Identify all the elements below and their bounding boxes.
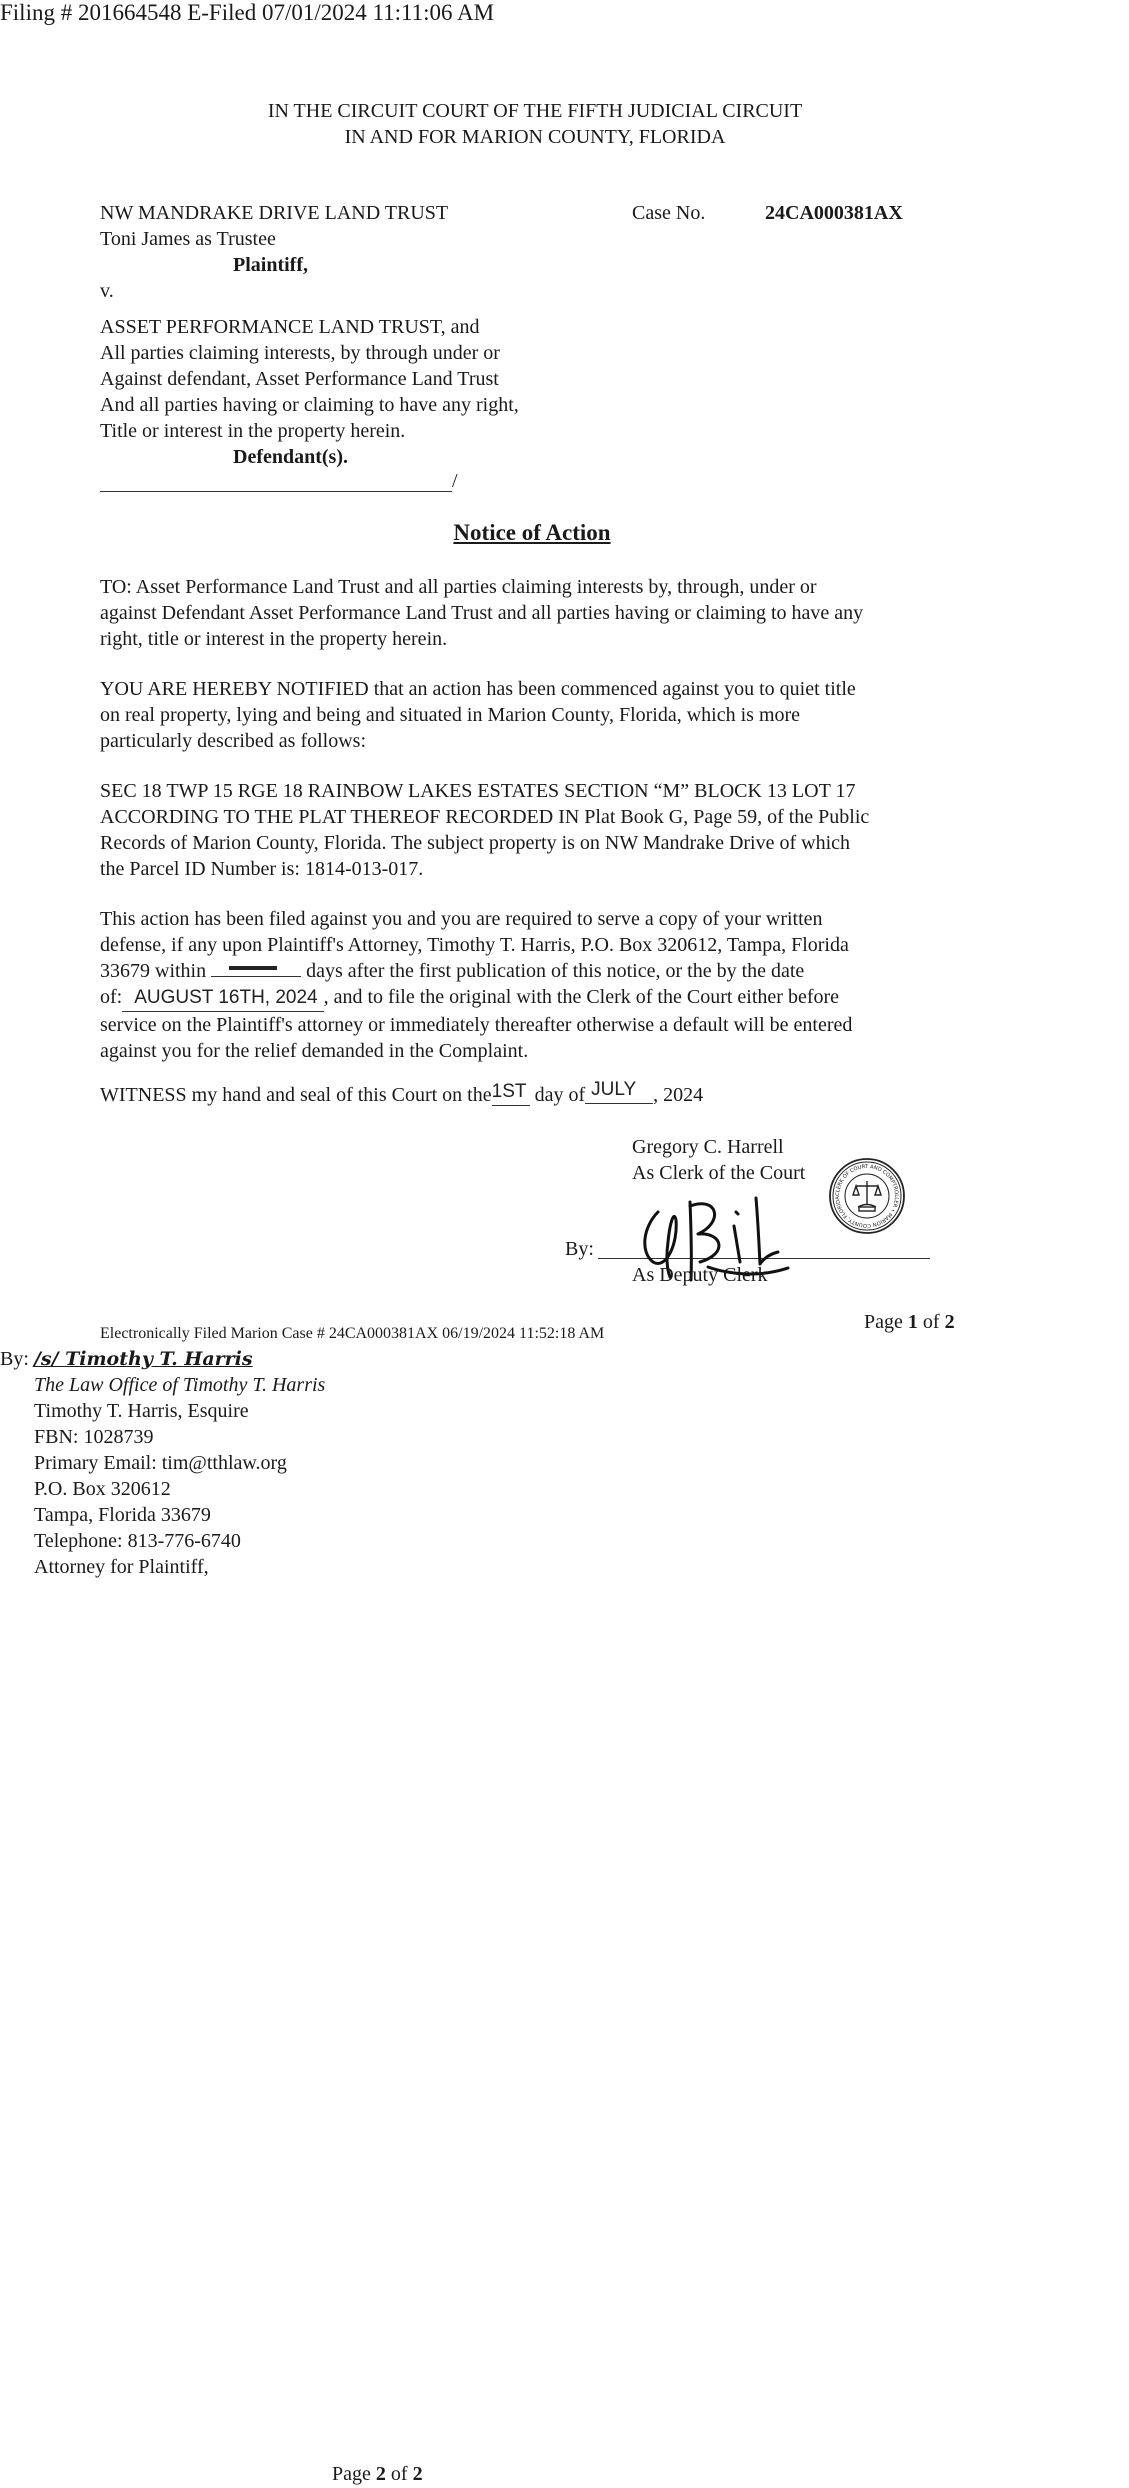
attorney-fbn: FBN: 1028739 — [34, 1426, 154, 1448]
clerk-name: Gregory C. Harrell — [632, 1136, 784, 1158]
court-line-2: IN AND FOR MARION COUNTY, FLORIDA — [344, 126, 726, 148]
witness-line — [100, 1079, 704, 1110]
page-1-number — [864, 1310, 955, 1334]
court-seal — [828, 1157, 906, 1235]
notified-line: particularly described as follows: — [100, 730, 367, 752]
defendant-block — [100, 314, 980, 444]
attorney-signature: /s/ Timothy T. Harris — [33, 1348, 253, 1370]
defendant-line: Against defendant, Asset Performance Land Trust — [100, 368, 499, 390]
legal-line: the Parcel ID Number is: 1814-013-017. — [100, 858, 424, 880]
witness-day-field — [492, 1078, 530, 1106]
defendant-line: Title or interest in the property herein. — [100, 420, 406, 442]
defendant-line: And all parties having or claiming to have any right, — [100, 394, 519, 416]
page-prefix: Page — [864, 1311, 908, 1333]
attorney-po-box: P.O. Box 320612 — [34, 1478, 171, 1500]
page-of: of — [917, 1311, 945, 1333]
to-line: against Defendant Asset Performance Land Trust and all parties having or claiming to have any — [100, 602, 864, 624]
witness-text-b: day of — [534, 1084, 586, 1106]
action-line — [100, 958, 980, 984]
attorney-name: Timothy T. Harris, Esquire — [34, 1400, 249, 1422]
to-line: TO: Asset Performance Land Trust and all parties claiming interests by, through, under or — [100, 576, 817, 598]
attorney-email: Primary Email: tim@tthlaw.org — [34, 1452, 287, 1474]
attorney-signature-line — [0, 1346, 253, 1372]
court-line-1: IN THE CIRCUIT COURT OF THE FIFTH JUDICIAL CIRCUIT — [267, 100, 803, 122]
plaintiff-name: NW MANDRAKE DRIVE LAND TRUST — [100, 202, 449, 224]
seal-ring-text: CLERK OF COURT AND COMPTROLLER • MARION COUNTY, FLORIDA — [834, 1163, 900, 1229]
defendant-line: All parties claiming interests, by through under or — [100, 342, 500, 364]
witness-day: 1ST — [491, 1081, 527, 1102]
action-line: service on the Plaintiff's attorney or immediately thereafter otherwise a default will be entered — [100, 1014, 853, 1036]
action-line: against you for the relief demanded in the Complaint. — [100, 1040, 529, 1062]
case-no-value: 24CA000381AX — [765, 202, 903, 224]
clerk-title: As Clerk of the Court — [632, 1162, 806, 1184]
legal-line: SEC 18 TWP 15 RGE 18 RAINBOW LAKES ESTATES SECTION “M” BLOCK 13 LOT 17 — [100, 780, 856, 802]
scales-icon — [853, 1181, 881, 1211]
attorney-by-prefix: By: — [0, 1348, 34, 1370]
legal-line: ACCORDING TO THE PLAT THEREOF RECORDED IN Plat Book G, Page 59, of the Public — [100, 806, 870, 828]
page-current: 2 — [375, 2463, 386, 2485]
action-line-3b: days after the first publication of this notice, or the by the date — [306, 960, 805, 982]
attorney-block — [34, 1372, 325, 1580]
notified-line: on real property, lying and being and situated in Marion County, Florida, which is more — [100, 704, 801, 726]
attorney-role: Attorney for Plaintiff, — [34, 1556, 209, 1578]
notified-line: YOU ARE HEREBY NOTIFIED that an action has been commenced against you to quiet title — [100, 678, 856, 700]
witness-text-c: , 2024 — [653, 1084, 704, 1106]
legal-description — [100, 778, 980, 882]
efiled-footer: Electronically Filed Marion Case # 24CA000381AX 06/19/2024 11:52:18 AM — [100, 1325, 605, 1342]
deputy-clerk-label: As Deputy Clerk — [632, 1264, 768, 1286]
page-prefix: Page — [332, 2463, 376, 2485]
page-of: of — [385, 2463, 413, 2485]
clerk-by-label: By: — [565, 1238, 594, 1260]
action-line-4a: of: — [100, 986, 123, 1008]
defendant-line: ASSET PERFORMANCE LAND TRUST, and — [100, 316, 480, 338]
to-paragraph — [100, 574, 980, 652]
action-line-4b: , and to file the original with the Clerk of the Court either before — [323, 986, 840, 1008]
case-no-label: Case No. — [632, 202, 706, 224]
notified-paragraph — [100, 676, 980, 754]
action-line: defense, if any upon Plaintiff's Attorney, Timothy T. Harris, P.O. Box 320612, Tampa, Florida — [100, 934, 849, 956]
action-line-3a: 33679 within — [100, 960, 207, 982]
to-line: right, title or interest in the property herein. — [100, 628, 448, 650]
witness-month: JULY — [591, 1079, 637, 1100]
action-line: This action has been filed against you and you are required to serve a copy of your written — [100, 908, 823, 930]
versus: v. — [100, 280, 114, 302]
caption-rule — [100, 491, 452, 492]
notice-title: Notice of Action — [453, 520, 611, 545]
caption-slash: / — [452, 470, 458, 492]
attorney-phone: Telephone: 813-776-6740 — [34, 1530, 241, 1552]
defendant-role: Defendant(s). — [233, 446, 348, 468]
plaintiff-trustee: Toni James as Trustee — [100, 228, 276, 250]
page-2-number — [332, 2462, 423, 2486]
page-total: 2 — [944, 1311, 955, 1333]
days-blank — [211, 958, 301, 977]
filing-header: Filing # 201664548 E-Filed 07/01/2024 11:11:06 AM — [0, 0, 495, 25]
attorney-firm: The Law Office of Timothy T. Harris — [34, 1374, 326, 1396]
witness-month-field — [585, 1076, 653, 1104]
action-line — [100, 984, 980, 1012]
publication-date-field — [122, 984, 323, 1012]
attorney-city: Tampa, Florida 33679 — [34, 1504, 211, 1526]
plaintiff-role: Plaintiff, — [233, 254, 308, 276]
page-total: 2 — [412, 2463, 423, 2485]
page-current: 1 — [907, 1311, 918, 1333]
handwritten-dash — [229, 966, 277, 970]
action-paragraph — [100, 906, 980, 1064]
legal-line: Records of Marion County, Florida. The subject property is on NW Mandrake Drive of which — [100, 832, 851, 854]
publication-date: AUGUST 16TH, 2024 — [134, 987, 318, 1008]
court-heading — [0, 98, 1070, 150]
witness-text-a: WITNESS my hand and seal of this Court on the — [100, 1084, 492, 1106]
